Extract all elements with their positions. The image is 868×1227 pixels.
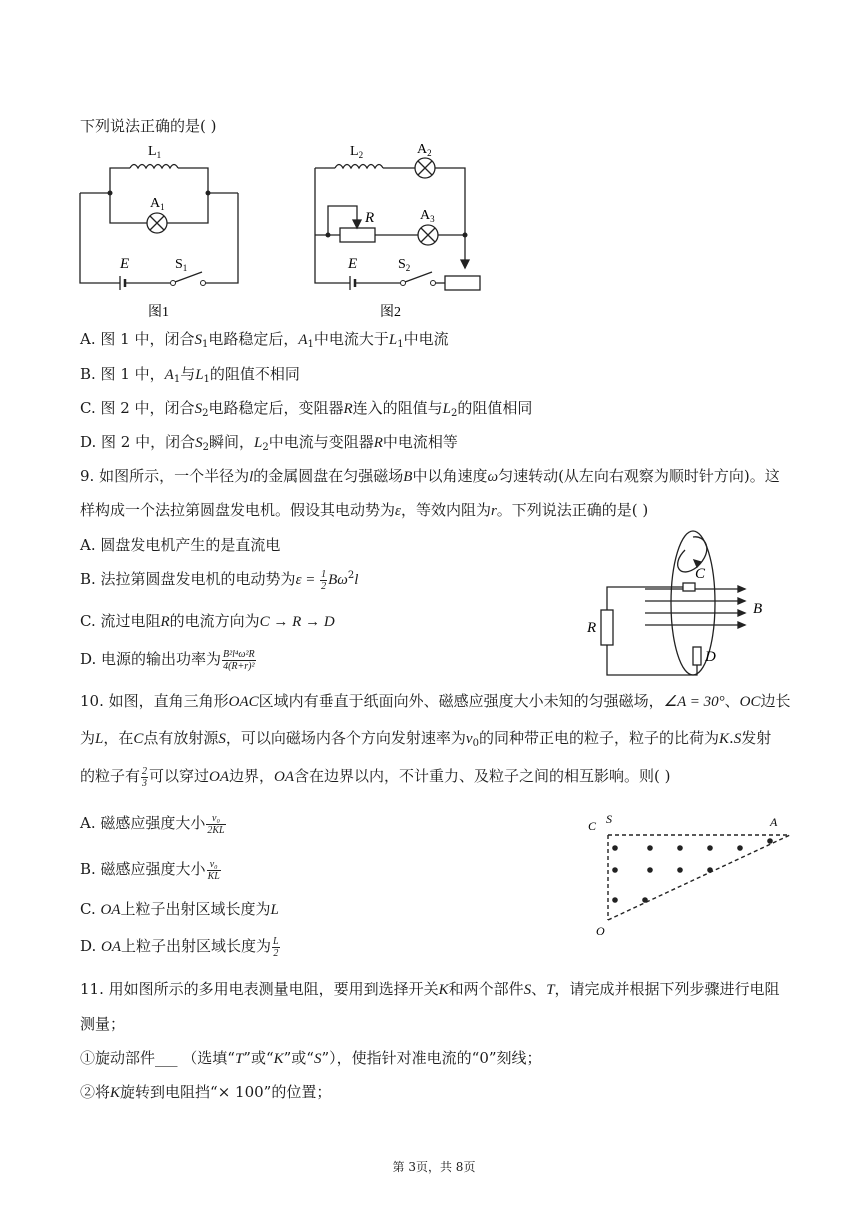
q9-option-b: B. 法拉第圆盘发电机的电动势为ε = $\frac{1}{2}$ $B\omega^2l$ [80,568,359,592]
ammeter-label-3: $A_3$ [420,208,435,224]
q10-stem-line2: 为L，在C点有放射源S，可以向磁场内各个方向发射速率为$v_0$的同种带正电的粒子，粒子的比荷为K.S发射 [80,729,772,749]
figure-caption-1: 图1 [148,305,169,320]
triangle-label-s: S [606,812,612,826]
field-label-b: B [753,601,763,617]
triangle-label-a: A [770,815,778,829]
page-footer: 第 3页，共 8页 [392,1160,476,1174]
disc-label-d: D [705,649,716,665]
figure-caption-2: 图2 [380,305,401,320]
q11-stem-line2: 测量； [80,1015,126,1033]
q9-stem-line2: 样构成一个法拉第圆盘发电机。假设其电动势为ε，等效内阻为r。下列说法正确的是( ) [80,501,649,519]
q9-option-c: C. 流过电阻R的电流方向为C → R → D [80,612,335,630]
q11-step-1: ①旋动部件___ （选填“T”或“K”或“S”），使指针对准电流的“0”刻线； [80,1049,542,1067]
resistor-label-r: R [587,620,597,636]
rheostat-label: R [365,210,375,226]
q9-stem-line1: 9. 如图所示，一个半径为l的金属圆盘在匀强磁场B中以角速度ω匀速转动(从左向右观察为顺时针方向)。这 [80,467,780,485]
triangle-label-c: C [588,819,597,833]
circuit-figures [70,138,500,323]
faraday-disc-figure [585,525,785,685]
q8-option-b: B. 图 1 中，$A_1$与$L_1$的阻值不相同 [80,365,300,385]
q11-step-2: ②将K旋转到电阻挡“× 100”的位置； [80,1083,332,1101]
triangle-label-o: O [596,924,605,938]
q10-option-c: C. OA上粒子出射区域长度为L [80,900,279,918]
ammeter-label-1: $A_1$ [150,196,165,212]
emf-label-2: E [348,256,358,272]
ammeter-label-2: $A_2$ [417,142,432,158]
q10-option-a: A. 磁感应强度大小 $\frac{\text{v₀}}{2KL}$ [80,812,225,836]
q10-option-b: B. 磁感应强度大小 $\frac{\text{v₀}}{KL}$ [80,858,220,882]
q9-option-a: A. 圆盘发电机产生的是直流电 [80,536,281,554]
q8-option-c: C. 图 2 中，闭合$S_2$电路稳定后，变阻器R连入的阻值与$L_2$的阻值相同 [80,399,533,419]
emf-label-1: E [120,256,130,272]
disc-label-c: C [695,566,706,582]
q10-stem-line1: 10. 如图，直角三角形OAC区域内有垂直于纸面向外、磁感应强度大小未知的匀强磁场，∠A = 30°、OC边长 [80,692,791,710]
switch-label-2: $S_2$ [398,257,411,273]
question-intro: 下列说法正确的是( ) [80,117,217,135]
inductor-label-1: $L_1$ [148,144,162,160]
inductor-label-2: $L_2$ [350,144,364,160]
switch-label-1: $S_1$ [175,257,188,273]
q8-option-a: A. 图 1 中，闭合$S_1$电路稳定后，$A_1$中电流大于$L_1$中电流 [80,330,449,350]
q10-option-d: D. OA上粒子出射区域长度为 $\frac{L}{2}$ [80,935,279,959]
q10-stem-line3: 的粒子有 $\frac{2}{3}$ 可以穿过OA边界，OA含在边界以内，不计重力、及粒子之间的相互影响。则( ) [80,765,671,789]
q8-option-d: D. 图 2 中，闭合$S_2$瞬间，$L_2$中电流与变阻器R中电流相等 [80,433,458,453]
q9-option-d: D. 电源的输出功率为 $\frac{\text{B²l⁴ω²R}}{\text{4(R+r)²}}$ [80,648,255,672]
q11-stem-line1: 11. 用如图所示的多用电表测量电阻，要用到选择开关K和两个部件S、T，请完成并根据下列步骤进行电阻 [80,980,780,998]
triangle-field-figure [580,808,800,938]
